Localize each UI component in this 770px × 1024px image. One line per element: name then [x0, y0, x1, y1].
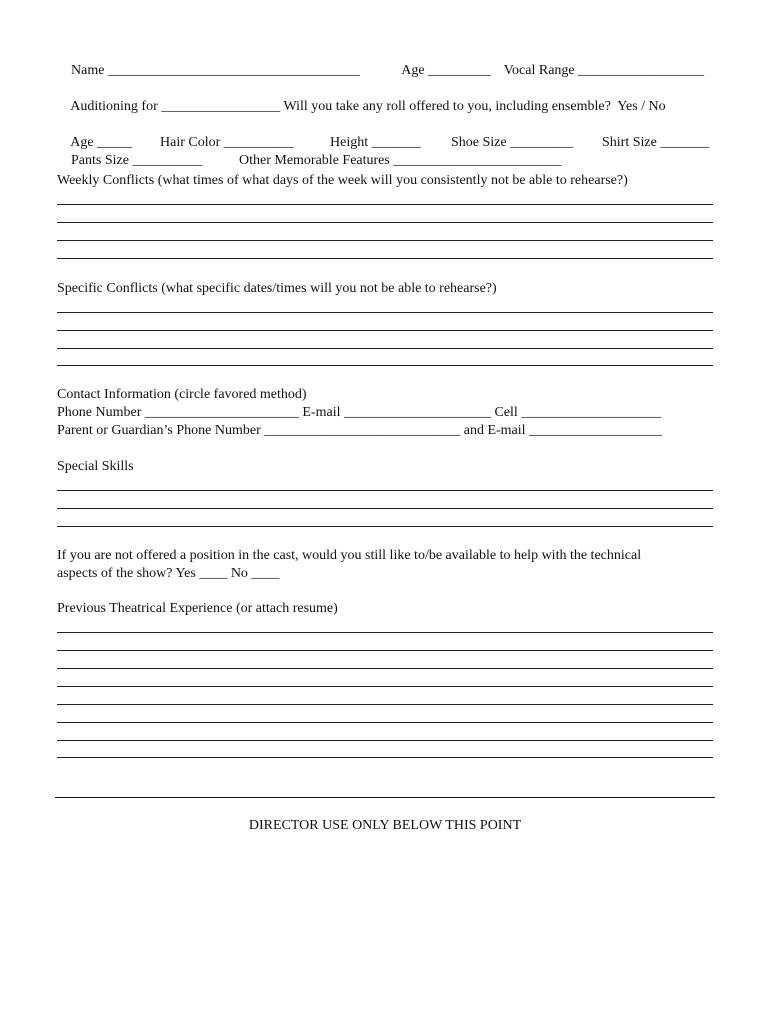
experience-line[interactable]: [57, 722, 713, 723]
experience-line[interactable]: [57, 757, 713, 758]
technical-question-yes-no[interactable]: aspects of the show? Yes ____ No ____: [57, 566, 280, 581]
special-skills-label: Special Skills: [57, 459, 134, 474]
weekly-conflicts-line[interactable]: [57, 204, 713, 205]
director-use-only-note: DIRECTOR USE ONLY BELOW THIS POINT: [248, 818, 522, 833]
special-skills-line[interactable]: [57, 490, 713, 491]
experience-line[interactable]: [57, 668, 713, 669]
weekly-conflicts-line[interactable]: [57, 240, 713, 241]
experience-line[interactable]: [57, 650, 713, 651]
contact-heading: Contact Information (circle favored method): [57, 387, 307, 402]
experience-line[interactable]: [57, 740, 713, 741]
weekly-conflicts-label: Weekly Conflicts (what times of what days of the week will you consistently not be able to rehearse?): [57, 173, 628, 188]
age-field-label: Age _________: [401, 63, 492, 78]
director-divider: [55, 797, 715, 798]
phone-email-cell-fields[interactable]: Phone Number ______________________ E-mail _____________________ Cell ____________________: [57, 405, 662, 420]
technical-question-line1: If you are not offered a position in the cast, would you still like to/be available to help with the technical: [57, 548, 642, 563]
special-skills-line[interactable]: [57, 526, 713, 527]
weekly-conflicts-line[interactable]: [57, 258, 713, 259]
other-features-label: Other Memorable Features ________________________: [239, 153, 562, 168]
experience-line[interactable]: [57, 704, 713, 705]
experience-label: Previous Theatrical Experience (or attach resume): [57, 601, 338, 616]
guardian-contact-fields[interactable]: Parent or Guardian’s Phone Number ____________________________ and E-mail ___________________: [57, 423, 663, 438]
vocal-range-label: Vocal Range __________________: [503, 63, 705, 78]
experience-line[interactable]: [57, 632, 713, 633]
specific-conflicts-label: Specific Conflicts (what specific dates/times will you not be able to rehearse?): [57, 281, 497, 296]
shirt-size-label: Shirt Size _______: [602, 135, 710, 150]
name-field[interactable]: Name ____________________________________: [71, 63, 360, 78]
shoe-size-label: Shoe Size _________: [451, 135, 574, 150]
hair-color-label: Hair Color __________: [160, 135, 294, 150]
pants-size-label: Pants Size __________: [71, 153, 203, 168]
specific-conflicts-line[interactable]: [57, 365, 713, 366]
shirt-size-field[interactable]: [588, 119, 709, 167]
auditioning-for-label: Auditioning for _________________ Will you take any roll offered to you, including ensemble? Yes / No: [70, 99, 666, 114]
weekly-conflicts-line[interactable]: [57, 222, 713, 223]
specific-conflicts-line[interactable]: [57, 348, 713, 349]
special-skills-line[interactable]: [57, 508, 713, 509]
height-label: Height _______: [330, 135, 421, 150]
specific-conflicts-line[interactable]: [57, 312, 713, 313]
specific-conflicts-line[interactable]: [57, 330, 713, 331]
experience-line[interactable]: [57, 686, 713, 687]
age-label: Age _____: [70, 135, 133, 150]
